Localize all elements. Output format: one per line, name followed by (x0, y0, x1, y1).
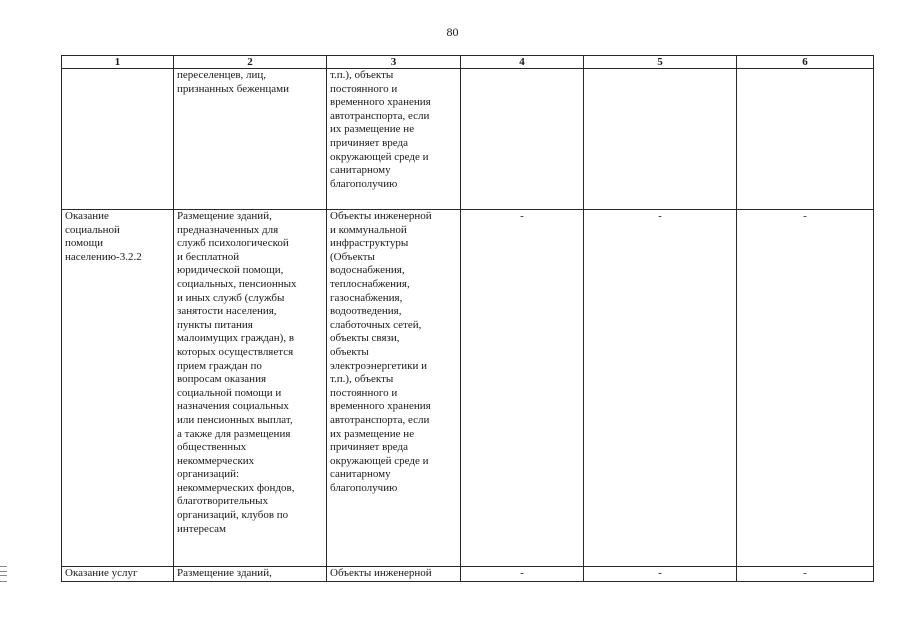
scan-margin-mark (0, 566, 7, 582)
table-cell-col5: - (584, 210, 737, 567)
column-header: 5 (584, 56, 737, 69)
table-cell-use-type: Оказание услуг (62, 567, 174, 582)
table-header-row (62, 56, 874, 69)
column-header: 6 (737, 56, 874, 69)
table-row (62, 210, 874, 567)
table-cell-col4 (461, 69, 584, 210)
table-row (62, 69, 874, 210)
table-cell-col6: - (737, 567, 874, 582)
page-number: 80 (446, 25, 459, 39)
column-header: 1 (62, 56, 174, 69)
table-cell-col4: - (461, 567, 584, 582)
table-cell-col6 (737, 69, 874, 210)
table-cell-col5: - (584, 567, 737, 582)
table-row (62, 567, 874, 582)
table-cell-use-type: Оказание социальной помощи населению-3.2.2 (62, 210, 174, 567)
table-cell-col4: - (461, 210, 584, 567)
table-cell-auxiliary-objects: Объекты инженерной (327, 567, 461, 582)
land-use-table (61, 55, 874, 582)
column-header: 2 (174, 56, 327, 69)
table-cell-use-type (62, 69, 174, 210)
table-cell-description: переселенцев, лиц, признанных беженцами (174, 69, 327, 210)
table-cell-auxiliary-objects: т.п.), объекты постоянного и временного хранения автотранспорта, если их размещение не причиняет вреда окружающей среде и санитарному благополучию (327, 69, 461, 210)
table-cell-description: Размещение зданий, предназначенных для служб психологической и бесплатной юридической помощи, социальных, пенсионных и иных служб (службы занятости населения, пункты питания малоимущих граждан), в которых осуществляется прием граждан по вопросам оказания социальной помощи и назначения социальных или пенсионных выплат, а также для размещения общественных некоммерческих организаций: некоммерческих фондов, благотворительных организаций, клубов по интересам (174, 210, 327, 567)
table-cell-col5 (584, 69, 737, 210)
table-cell-auxiliary-objects: Объекты инженерной и коммунальной инфраструктуры (Объекты водоснабжения, теплоснабжения, газоснабжения, водоотведения, слаботочных сетей, объекты связи, объекты электроэнергетики и т.п.), объекты постоянного и временного хранения автотранспорта, если их размещение не причиняет вреда окружающей среде и санитарному благополучию (327, 210, 461, 567)
table-cell-col6: - (737, 210, 874, 567)
table-cell-description: Размещение зданий, (174, 567, 327, 582)
column-header: 4 (461, 56, 584, 69)
column-header: 3 (327, 56, 461, 69)
